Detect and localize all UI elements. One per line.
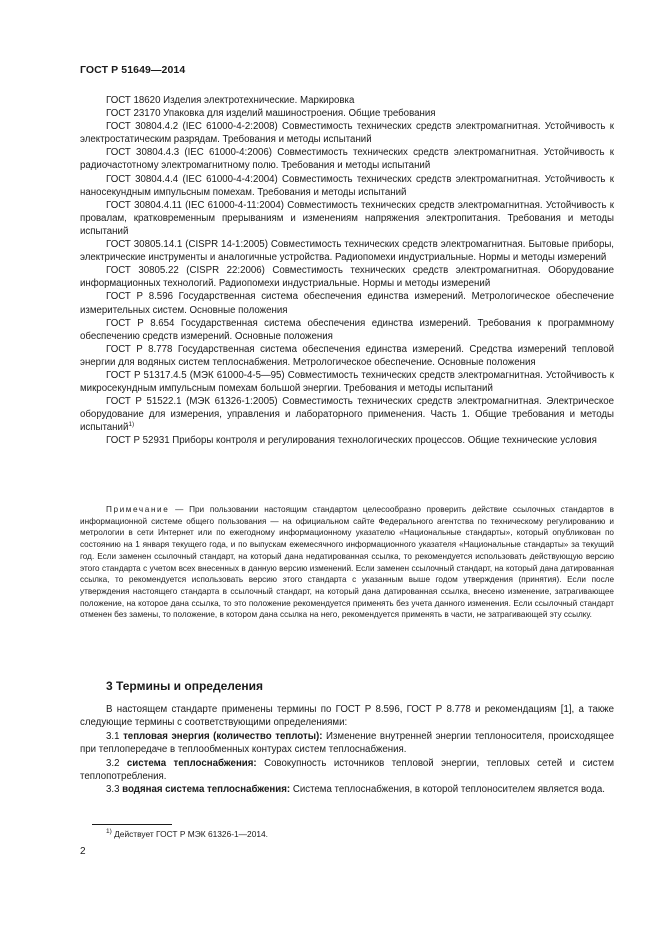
reference-item: ГОСТ 30805.22 (CISPR 22:2006) Совместимость технических средств электромагнитная. Оборудование информационных технологий. Радиопомехи индустриальные. Нормы и методы измерений [80,265,614,290]
reference-item: ГОСТ 30804.4.3 (IEC 61000-4:2006) Совместимость технических средств электромагнитная. Устойчивость к радиочастотному электромагнитному полю. Требования и методы испытаний [80,147,614,172]
term-definition [80,757,614,784]
reference-item: ГОСТ 30804.4.4 (IEC 61000-4-4:2004) Совместимость технических средств электромагнитная. Устойчивость к наносекундным импульсным помехам. Требования и методы испытаний [80,173,614,198]
term-def: Совокупность источников тепловой энергии, тепловых сетей и систем теплопотребления. [80,757,614,783]
page-number: 2 [80,846,86,857]
term-def: Система теплоснабжения, в которой теплоносителем является вода. [290,784,605,796]
reference-item: ГОСТ Р 52931 Приборы контроля и регулирования технологических процессов. Общие технические условия [106,435,597,447]
reference-item: ГОСТ Р 8.654 Государственная система обеспечения единства измерений. Требования к программному обеспечению средств измерений. Основные положения [80,317,614,342]
term-def: Изменение внутренней энергии теплоносителя, происходящее при теплопередаче в теплообменных контурах систем теплоснабжения. [80,730,614,756]
reference-item: ГОСТ 30804.4.2 (IEC 61000-4-2:2008) Совместимость технических средств электромагнитная. Устойчивость к электростатическим разрядам. Требования и методы испытаний [80,121,614,146]
term-number: 3.3 [106,784,123,796]
term-number: 3.1 [106,730,124,742]
footnote-divider [92,824,172,825]
reference-item: ГОСТ 30805.14.1 (CISPR 14-1:2005) Совместимость технических средств электромагнитная. Бытовые приборы, электрические инструменты и аналогичные устройства. Радиопомехи индустриальные. Нормы и методы измерений [80,239,614,264]
note-text: — При пользовании настоящим стандартом целесообразно проверить действие ссылочных стандартов в информационной системе общего пользования — на официальном сайте Федерального агентства по техническому регулированию и метрологии в сети Интернет или по ежегодному информационному указателю «Национальные стандарты», который опубликован по состоянию на 1 января текущего года, и по выпускам ежемесячного информационного указателя «Национальные стандарты» за текущий год. Если заменен ссылочный стандарт, на который дана недатированная ссылка, то рекомендуется использовать действующую версию этого стандарта с учетом всех внесенных в данную версию изменений. Если заменен ссылочный стандарт, на который дана датированная ссылка, то рекомендуется использовать версию этого стандарта с указанным выше годом утверждения (принятия). Если после утверждения настоящего стандарта в ссылочный стандарт, на который дана датированная ссылка, внесено изменение, затрагивающее положение, на которое дана ссылка, то это положение рекомендуется применять без учета данного изменения. Если ссылочный стандарт отменен без замены, то положение, в котором дана ссылка на него, рекомендуется применять в части, не затрагивающей эту ссылку. [80,505,614,620]
term-definition [80,783,614,796]
reference-text: ГОСТ Р 51522.1 (МЭК 61326-1:2005) Совместимость технических средств электромагнитная. Электрическое оборудование для измерения, управления и лабораторного применения. Часть 1. Общие требования и методы испытаний [80,396,614,434]
reference-item: ГОСТ 23170 Упаковка для изделий машиностроения. Общие требования [106,108,436,120]
term-number: 3.2 [106,757,127,769]
section-intro: В настоящем стандарте применены термины по ГОСТ Р 8.596, ГОСТ Р 8.778 и рекомендациям [1], а также следующие термины с соответствующими определениями: [80,704,614,729]
note-paragraph [80,504,614,621]
term-name: водяная система теплоснабжения: [122,784,291,796]
note-label: Примечание [106,505,170,514]
footnote-text: Действует ГОСТ Р МЭК 61326-1—2014. [111,829,269,839]
footnote-marker: 1) [128,421,135,429]
reference-item: ГОСТ 30804.4.11 (IEC 61000-4-11:2004) Совместимость технических средств электромагнитная. Устойчивость к провалам, кратковременным прерываниям и изменениям напряжения электропитания. Требования и методы испытаний [80,199,614,237]
reference-item: ГОСТ Р 8.596 Государственная система обеспечения единства измерений. Метрологическое обеспечение измерительных систем. Основные положения [80,291,614,316]
term-name: система теплоснабжения: [126,757,257,769]
document-header: ГОСТ Р 51649—2014 [80,64,186,76]
footnote-mark: 1) [106,828,112,836]
footnote [106,829,268,839]
reference-item: ГОСТ Р 8.778 Государственная система обеспечения единства измерений. Средства измерений тепловой энергии для водяных систем теплоснабжения. Метрологическое обеспечение. Основные положения [80,343,614,368]
normative-references [80,94,614,448]
section-body [80,703,614,797]
reference-item-51522 [80,395,614,434]
term-definition [80,730,614,757]
reference-item: ГОСТ 18620 Изделия электротехнические. Маркировка [106,95,355,106]
section-title: 3 Термины и определения [106,679,264,693]
note-block [80,504,614,621]
term-name: тепловая энергия (количество теплоты): [123,730,323,742]
reference-item: ГОСТ Р 51317.4.5 (МЭК 61000-4-5—95) Совместимость технических средств электромагнитная. Устойчивость к микросекундным импульсным помехам большой энергии. Требования и методы испытаний [80,369,614,395]
